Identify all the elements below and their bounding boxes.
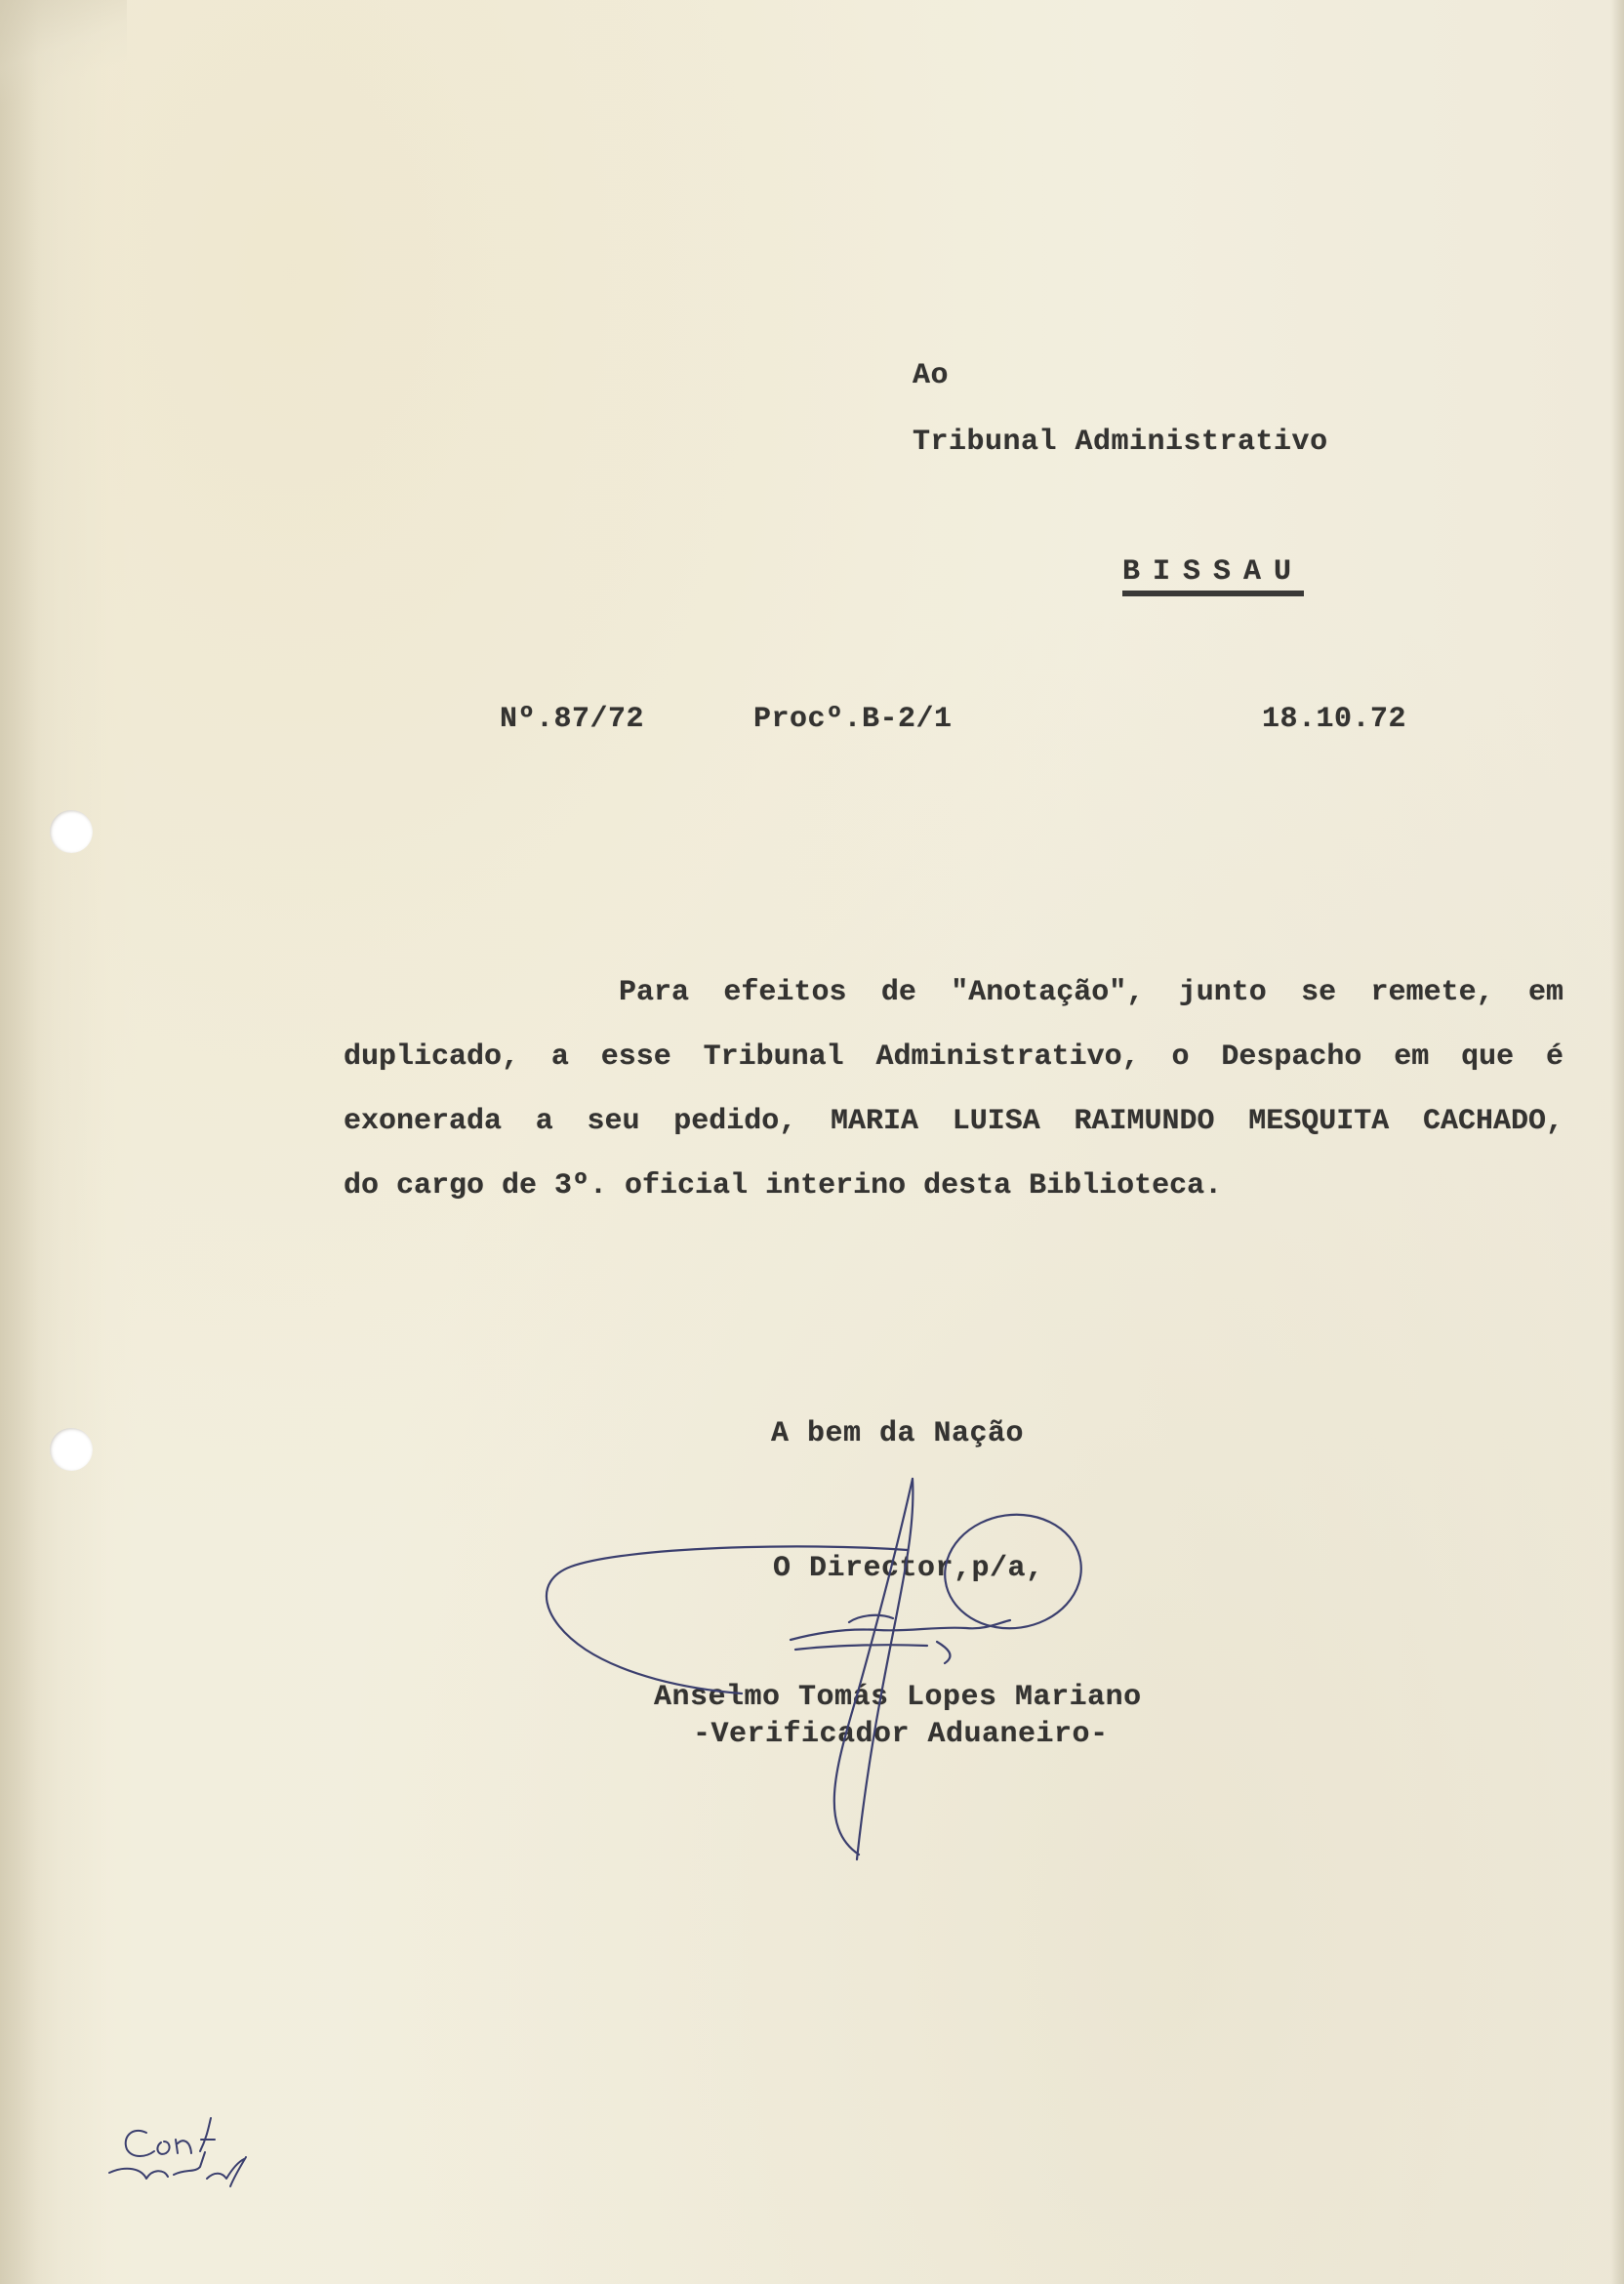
paper-right-edge (1610, 0, 1624, 2284)
addressee: Tribunal Administrativo (913, 426, 1328, 459)
marginal-note-icon (109, 2118, 246, 2186)
punch-hole-top (50, 810, 93, 853)
salutation: Ao (913, 359, 950, 392)
body-line: exonerada a seu pedido, MARIA LUISA RAIMUNDO MESQUITA CACHADO, (344, 1105, 1563, 1138)
body-line: do cargo de 3º. oficial interino desta Biblioteca. (344, 1169, 1223, 1203)
paper-corner-fold (0, 0, 127, 107)
signatory-role: O Director,p/a, (773, 1552, 1044, 1585)
signatory-name: Anselmo Tomás Lopes Mariano (654, 1681, 1142, 1714)
signature-icon (547, 1479, 1088, 1859)
letter-body (344, 960, 1563, 1218)
body-line: duplicado, a esse Tribunal Administrativo, o Despacho em que é (344, 1040, 1563, 1074)
signatory-title: -Verificador Aduaneiro- (693, 1718, 1109, 1751)
body-line: Para efeitos de "Anotação", junto se remete, em (619, 976, 1563, 1009)
closing-formula: A bem da Nação (771, 1417, 1025, 1450)
letter-date: 18.10.72 (1262, 703, 1407, 736)
reference-number: Nº.87/72 (500, 703, 645, 736)
city-heading: BISSAU (1122, 556, 1304, 596)
paper-fold-shadow (0, 0, 107, 2284)
process-number: Procº.B-2/1 (753, 703, 953, 736)
punch-hole-bottom (50, 1428, 93, 1471)
